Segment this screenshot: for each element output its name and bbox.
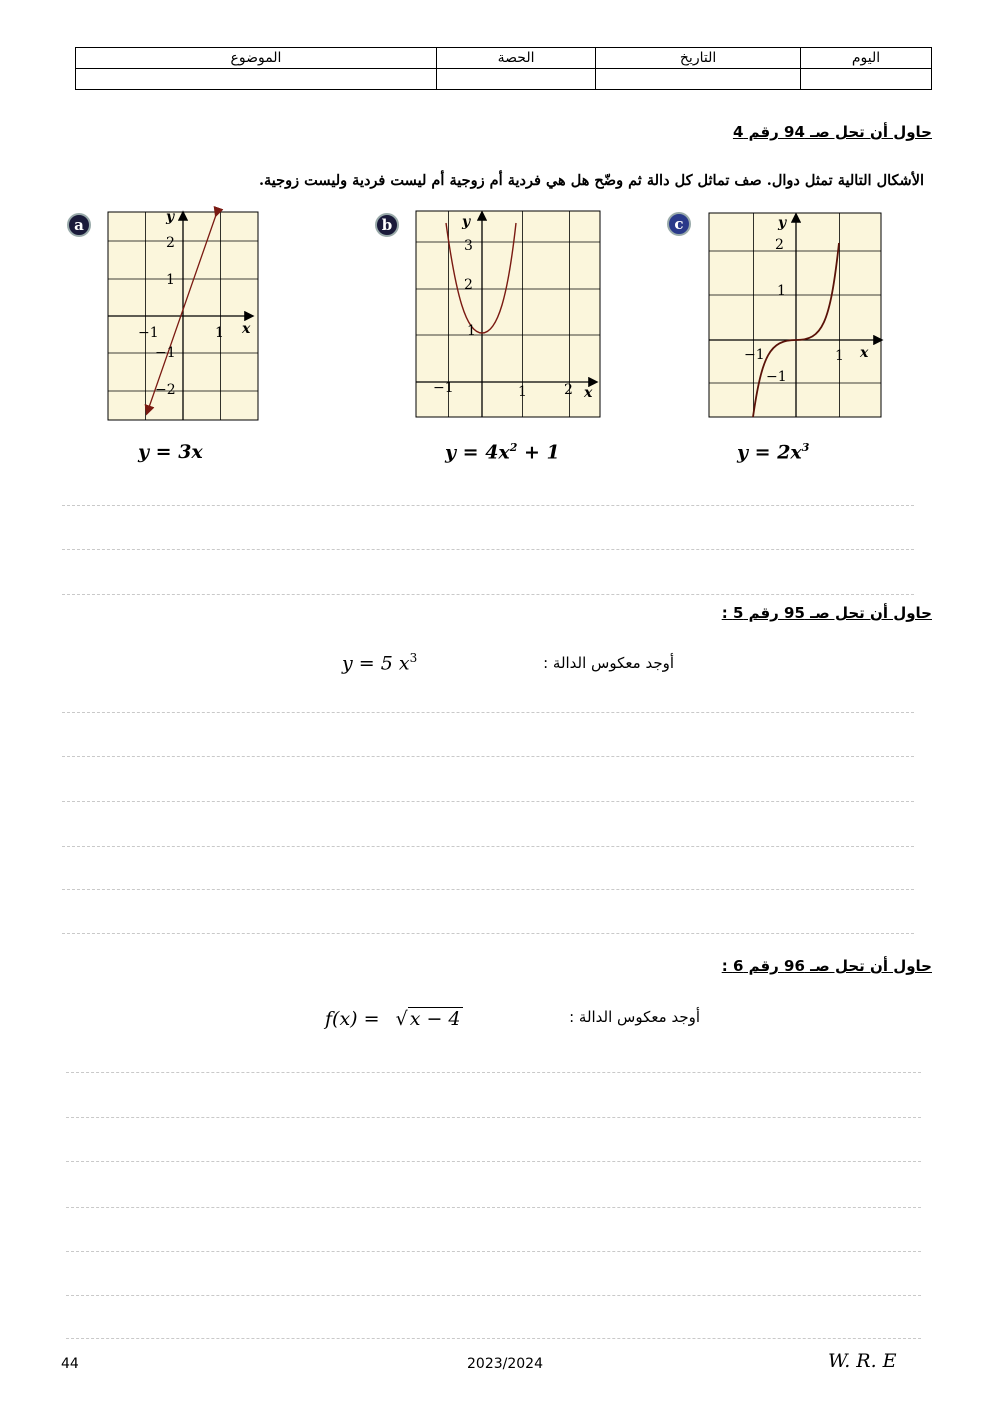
section3-title: حاول أن تحل صـ 96 رقم 6 :	[721, 957, 932, 975]
header-cell-day: اليوم	[800, 48, 931, 69]
section3-formula: f(x) = √ x − 4	[325, 1008, 461, 1030]
header-table	[75, 47, 932, 90]
answer-line[interactable]	[62, 712, 914, 713]
header-value-topic[interactable]	[76, 69, 437, 90]
graph-a-ytick: −1	[155, 345, 176, 361]
graph-a-equation: y = 3x	[138, 441, 203, 463]
section2-formula: y = 5 $x^3$	[342, 651, 418, 675]
graph-a	[100, 205, 270, 430]
graph-a-ytick: −2	[155, 382, 176, 398]
graph-c-badge: c	[667, 212, 691, 236]
answer-line[interactable]	[66, 1338, 921, 1339]
header-cell-period: الحصة	[436, 48, 595, 69]
answer-line[interactable]	[62, 801, 914, 802]
header-cell-date: التاريخ	[596, 48, 801, 69]
graph-c-ytick: 1	[777, 283, 786, 299]
graph-b-xtick: −1	[433, 380, 454, 396]
graph-a-x-label: x	[242, 321, 251, 337]
header-value-period[interactable]	[436, 69, 595, 90]
answer-line[interactable]	[66, 1295, 921, 1296]
graph-a-xtick: 1	[215, 325, 224, 341]
answer-line[interactable]	[66, 1072, 921, 1073]
graph-b-y-label: y	[462, 214, 471, 230]
graph-a-xtick: −1	[138, 325, 159, 341]
answer-line[interactable]	[66, 1207, 921, 1208]
header-cell-topic: الموضوع	[76, 48, 437, 69]
sqrt-radicand: x − 4	[409, 1008, 461, 1030]
answer-line[interactable]	[62, 549, 914, 550]
page-number: 44	[61, 1356, 79, 1372]
graph-c-xtick: 1	[835, 348, 844, 364]
graph-b	[408, 205, 608, 425]
graph-a-ytick: 1	[166, 272, 175, 288]
graph-c-y-label: y	[778, 215, 787, 231]
graph-a-badge: a	[67, 213, 91, 237]
graph-a-ytick: 2	[166, 235, 175, 251]
section2-prompt: أوجد معكوس الدالة :	[543, 654, 674, 672]
graph-b-x-label: x	[584, 385, 593, 401]
school-year: 2023/2024	[467, 1356, 543, 1372]
graph-c	[700, 205, 890, 425]
graph-c-ytick: 2	[775, 237, 784, 253]
section3-prompt: أوجد معكوس الدالة :	[569, 1008, 700, 1026]
graph-c-ytick: −1	[766, 369, 787, 385]
author-initials: W. R. E	[828, 1350, 897, 1372]
section1-title: حاول أن تحل صـ 94 رقم 4	[732, 123, 932, 141]
graph-c-xtick: −1	[744, 347, 765, 363]
header-value-date[interactable]	[596, 69, 801, 90]
section1-instruction: الأشكال التالية تمثل دوال. صف تماثل كل دالة ثم وضّح هل هي فردية أم زوجية أم ليست فردية وليست زوجية.	[258, 172, 924, 189]
graph-c-equation: $y = 2x^3$	[737, 441, 810, 464]
answer-line[interactable]	[62, 846, 914, 847]
sqrt-symbol: √	[395, 1008, 408, 1030]
graph-c-x-label: x	[860, 345, 869, 361]
graph-b-ytick: 2	[464, 277, 473, 293]
answer-line[interactable]	[62, 594, 914, 595]
graph-b-xtick: 1	[518, 384, 527, 400]
section2-title: حاول أن تحل صـ 95 رقم 5 :	[721, 604, 932, 622]
answer-line[interactable]	[62, 889, 914, 890]
graph-b-equation: $y = 4x^2 + 1$	[445, 441, 560, 464]
graph-a-y-label: y	[166, 209, 175, 225]
answer-line[interactable]	[66, 1251, 921, 1252]
graph-b-xtick: 2	[564, 382, 573, 398]
answer-line[interactable]	[62, 756, 914, 757]
answer-line[interactable]	[62, 505, 914, 506]
graph-b-ytick: 3	[464, 238, 473, 254]
answer-line[interactable]	[66, 1161, 921, 1162]
answer-line[interactable]	[62, 933, 914, 934]
header-value-day[interactable]	[800, 69, 931, 90]
graph-b-badge: b	[375, 213, 399, 237]
graph-b-ytick: 1	[467, 323, 476, 339]
answer-line[interactable]	[66, 1117, 921, 1118]
